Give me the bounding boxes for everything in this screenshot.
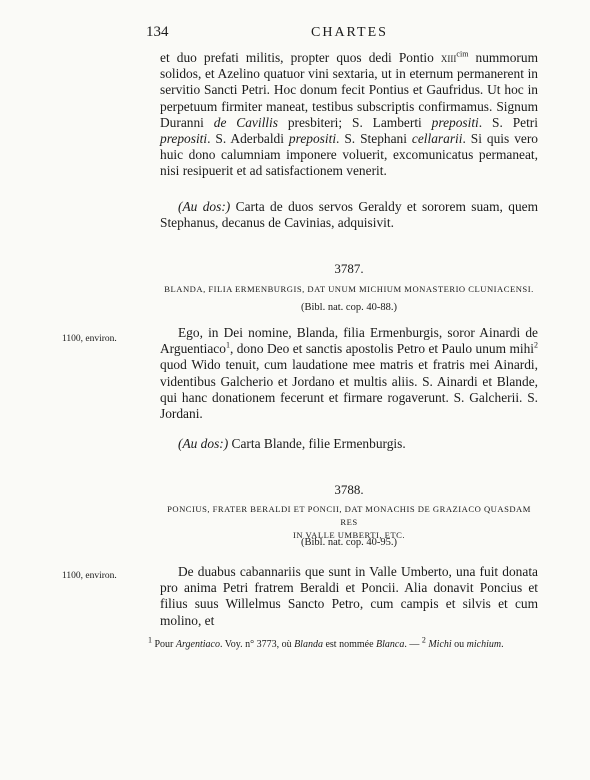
running-title: CHARTES — [311, 25, 388, 40]
charter-summary: BLANDA, FILIA ERMENBURGIS, DAT UNUM MICHIUM MONASTERIO CLUNIACENSI. — [164, 284, 534, 294]
charter-3788-text: De duabus cabannariis que sunt in Valle Umberto, una fuit donata pro anima Petri fratrem Beraldi et Poncii. Alia donavit Poncius et filius suus Willelmus Sancto Petro, cum campis et silvis et cum molino, et — [160, 564, 538, 628]
charter-number: 3788. — [334, 482, 364, 497]
margin-date: 1100, environ. — [62, 334, 117, 344]
footnotes: $^1$ Pour Argentiaco. Voy. n° 3773, où Blanda est nommée Blanca. — $^2$ Michi ou michium. — [148, 635, 504, 650]
charter-source: (Bibl. nat. cop. 40-88.) — [301, 302, 397, 313]
charter-3786-endorsement: (Au dos:) Carta de duos servos Geraldy et sororem suam, quem Stephanus, decanus de Cavinias, adquisivit. — [160, 199, 539, 231]
margin-date: 1100, environ. — [62, 571, 117, 581]
charter-3787-text: Ego, in Dei nomine, Blanda, filia Ermenburgis, soror Ainardi de Arguentiaco$^1$, dono Deo et sanctis apostolis Petro et Paulo unum mihi$^2$ quod Wido tenuit, cum laudatione mee matris et fratris mei Ainardi, videntibus Galcherio et Jordano et multis aliis. S. Ainardi et Blande, qui hanc donationem fecerunt et firmare rogaverunt. S. Galcherii. S. Jordani. — [160, 325, 538, 422]
charter-3786-text: et duo prefati militis, propter quos dedi Pontio xiii$^{cim}$ nummorum solidos, et Azelino quatuor vini sextaria, ut in eternum permanerent in servitio Sancti Petri. Hoc donum fecit Pontius et Gaufridus. Ut hoc in perpetuum firmiter maneat, testibus subscriptis confirmamus. Signum Duranni de Cavillis presbiteri; S. Lamberti prepositi. S. Petri prepositi. S. Aderbaldi prepositi. S. Stephani cellararii. Si quis vero huic dono calumniam imponere voluerit, excomunicatus permaneat, nisi resipuerit et ad satisfactionem venerit. — [160, 49, 538, 179]
charter-summary: PONCIUS, FRATER BERALDI ET PONCII, DAT MONACHIS DE GRAZIACO QUASDAM RES IN VALLE UMBERTI, ETC. — [167, 504, 531, 540]
charter-number: 3787. — [334, 261, 364, 276]
page-number: 134 — [146, 24, 169, 40]
charter-3787-endorsement: (Au dos:) Carta Blande, filie Ermenburgis. — [178, 436, 406, 451]
charter-source: (Bibl. nat. cop. 40-95.) — [301, 537, 397, 548]
